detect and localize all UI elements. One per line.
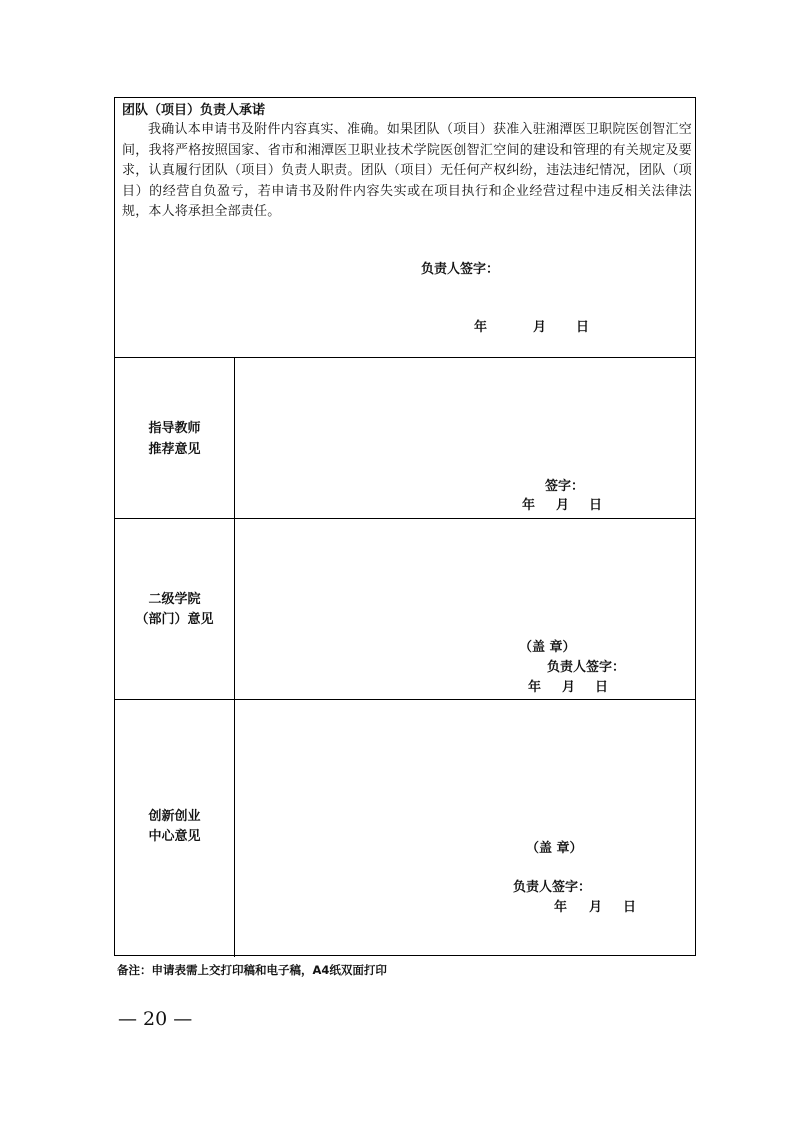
college-opinion-label-line2: （部门）意见: [135, 612, 214, 627]
date-month: 月: [562, 680, 576, 695]
college-opinion-section: [115, 519, 695, 700]
application-form-table: [114, 97, 696, 956]
center-opinion-label-line2: 中心意见: [148, 829, 201, 844]
commitment-section: [115, 98, 695, 358]
commitment-body: 我确认本申请书及附件内容真实、准确。如果团队（项目）获准入驻湘潭医卫职院医创智汇空间，我将严格按照国家、省市和湘潭医卫职业技术学院医创智汇空间的建设和管理的有关规定及要求，认真履行团队（项目）负责人职责。团队（项目）无任何产权纠纷，违法违纪情况，团队（项目）的经营自负盈亏，若申请书及附件内容失实或在项目执行和企业经营过程中违反相关法律法规，本人将承担全部责任。: [122, 122, 692, 219]
page-number: — 20 —: [118, 1008, 193, 1030]
date-year: 年: [554, 900, 568, 915]
teacher-opinion-label-line1: 指导教师: [148, 421, 201, 436]
footnote: 备注：申请表需上交打印稿和电子稿，A4纸双面打印: [117, 963, 387, 977]
center-seal-label: （盖 章）: [526, 841, 583, 856]
teacher-opinion-content: [235, 358, 695, 518]
college-date: [528, 679, 608, 697]
date-day: 日: [589, 498, 603, 513]
teacher-opinion-label-line2: 推荐意见: [148, 442, 201, 457]
commitment-signature-label: 负责人签字：: [421, 262, 500, 277]
date-day: 日: [576, 320, 590, 335]
center-opinion-label-cell: [115, 700, 235, 957]
center-opinion-section: [115, 700, 695, 957]
date-month: 月: [556, 498, 570, 513]
teacher-date: [522, 497, 602, 515]
teacher-signature-label: 签字：: [545, 479, 585, 494]
college-opinion-content: [235, 519, 695, 699]
date-day: 日: [595, 680, 609, 695]
date-year: 年: [528, 680, 542, 695]
commitment-title: 团队（项目）负责人承诺: [122, 103, 266, 118]
center-opinion-content: [235, 700, 695, 957]
teacher-opinion-section: [115, 358, 695, 519]
commitment-date: [474, 319, 589, 337]
college-opinion-label-cell: [115, 519, 235, 699]
center-date: [554, 899, 636, 917]
teacher-opinion-label-cell: [115, 358, 235, 518]
date-month: 月: [589, 900, 603, 915]
center-opinion-label-line1: 创新创业: [148, 809, 201, 824]
college-opinion-label-line1: 二级学院: [148, 592, 201, 607]
date-year: 年: [474, 320, 488, 335]
college-signature-label: 负责人签字：: [547, 660, 626, 675]
center-signature-label: 负责人签字：: [513, 880, 592, 895]
date-day: 日: [623, 900, 637, 915]
date-month: 月: [533, 320, 547, 335]
college-seal-label: （盖 章）: [519, 640, 576, 655]
date-year: 年: [522, 498, 536, 513]
